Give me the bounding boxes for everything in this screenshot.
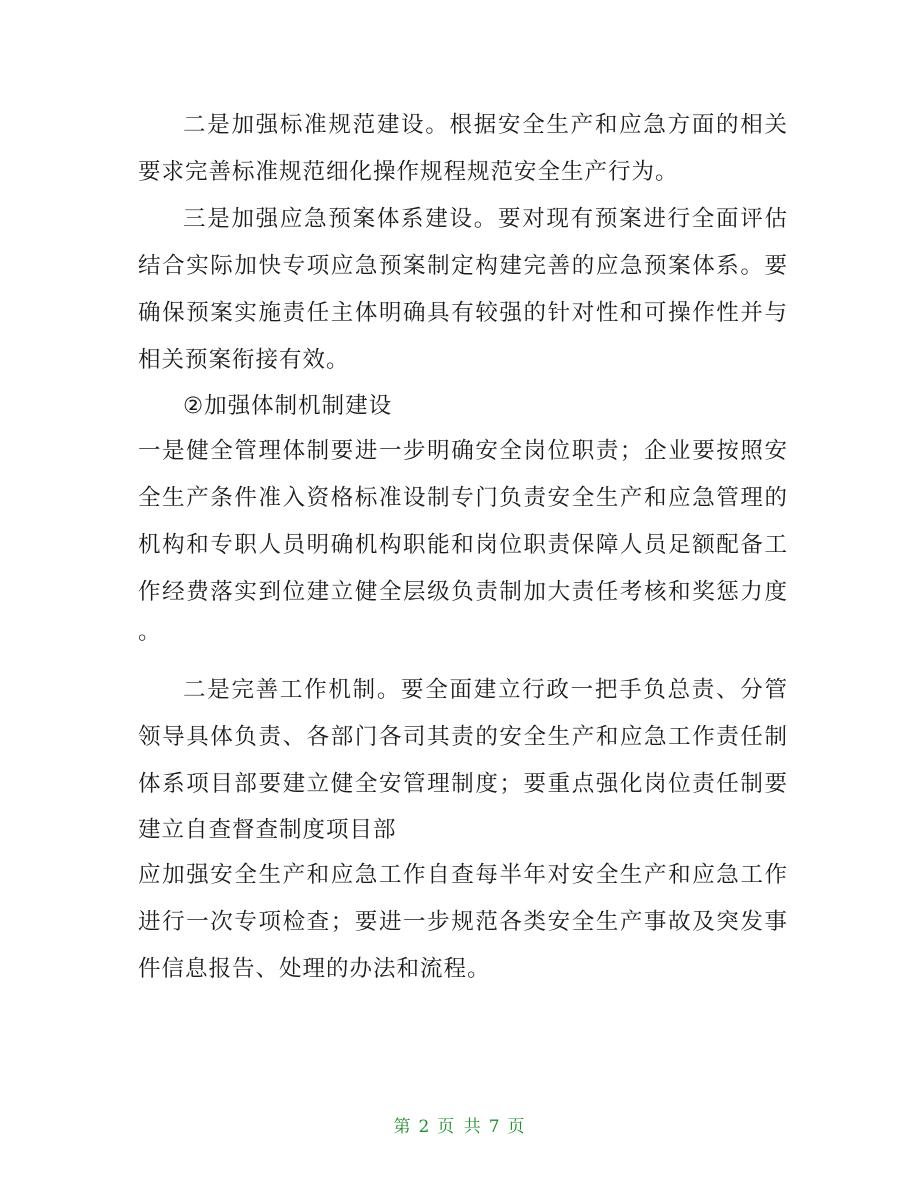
paragraph-line: 体系项目部要建立健全安管理制度；要重点强化岗位责任制要 <box>138 771 788 797</box>
paragraph-line: 机构和专职人员明确机构职能和岗位职责保障人员足额配备工 <box>138 532 788 558</box>
total-pages-number: 7 <box>488 1117 502 1137</box>
paragraph-line: 结合实际加快专项应急预案制定构建完善的应急预案体系。要 <box>138 253 788 279</box>
footer-suffix: 页 <box>507 1117 527 1137</box>
paragraph-line: 全生产条件准入资格标准设制专门负责安全生产和应急管理的 <box>138 485 788 511</box>
paragraph-line: 一是健全管理体制要进一步明确安全岗位职责；企业要按照安 <box>138 438 788 464</box>
paragraph-line: 确保预案实施责任主体明确具有较强的针对性和可操作性并与 <box>138 300 788 326</box>
paragraph-line: 建立自查督查制度项目部 <box>138 817 397 843</box>
current-page-number: 2 <box>418 1117 432 1137</box>
paragraph-line: 。 <box>138 619 162 645</box>
paragraph-line: 作经费落实到位建立健全层级负责制加大责任考核和奖惩力度 <box>138 579 788 605</box>
paragraph-line: 进行一次专项检查；要进一步规范各类安全生产事故及突发事 <box>138 909 788 935</box>
paragraph-line: 件信息报告、处理的办法和流程。 <box>138 956 491 982</box>
paragraph-line: 领导具体负责、各部门各司其责的安全生产和应急工作责任制 <box>138 724 788 750</box>
paragraph-line: 三是加强应急预案体系建设。要对现有预案进行全面评估 <box>183 206 788 232</box>
paragraph-line: 要求完善标准规范细化操作规程规范安全生产行为。 <box>138 159 679 185</box>
paragraph-line: 二是完善工作机制。要全面建立行政一把手负总责、分管 <box>183 677 788 703</box>
paragraph-line: 二是加强标准规范建设。根据安全生产和应急方面的相关 <box>183 112 788 138</box>
footer-prefix: 第 <box>393 1117 413 1137</box>
section-heading: ②加强体制机制建设 <box>183 393 393 419</box>
footer-mid: 页 共 <box>437 1117 483 1137</box>
paragraph-line: 应加强安全生产和应急工作自查每半年对安全生产和应急工作 <box>138 862 788 888</box>
page-footer <box>0 1112 920 1137</box>
paragraph-line: 相关预案衔接有效。 <box>138 347 350 373</box>
